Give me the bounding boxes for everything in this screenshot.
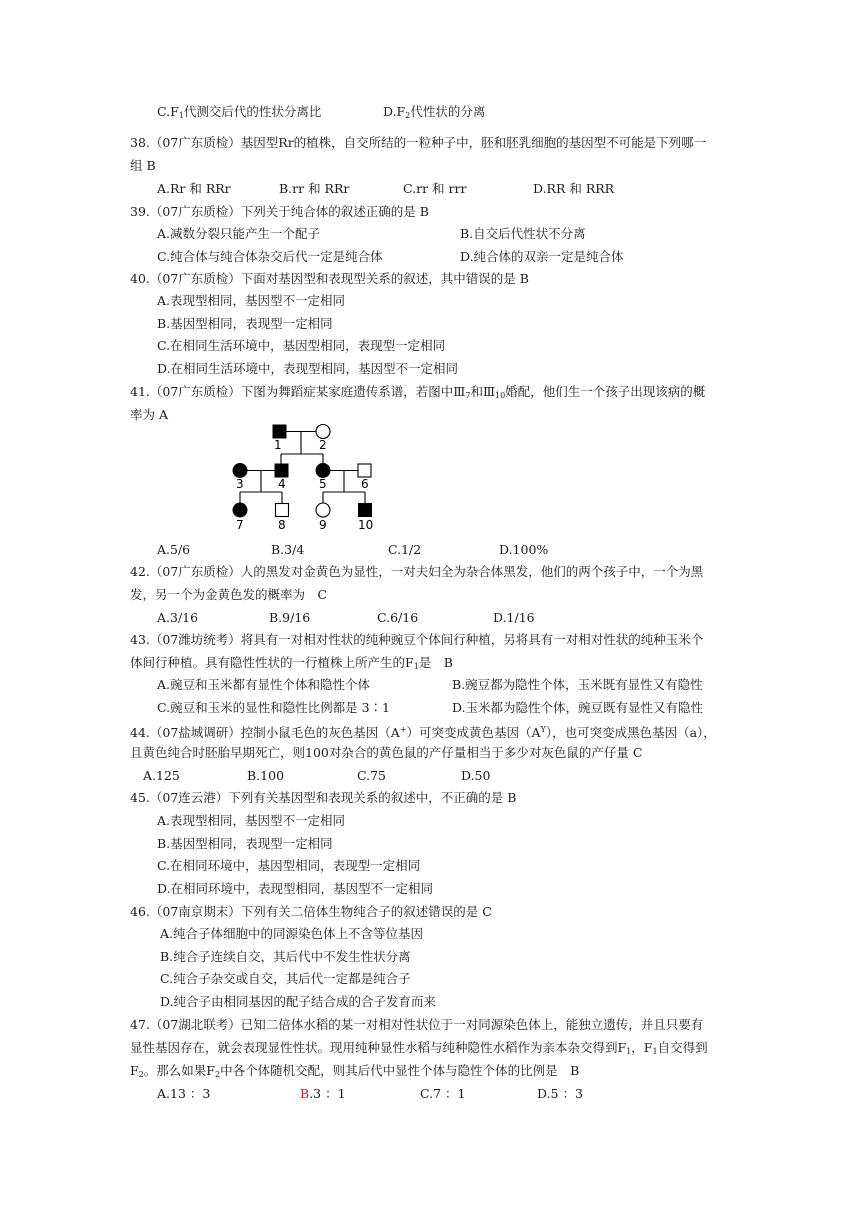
text-line-q46: 46.（07南京期末）下列有关二倍体生物纯合子的叙述错误的是 C	[130, 904, 492, 919]
answer-option-q41o2: B.3/4	[271, 542, 305, 557]
text-line-q47a: 47.（07湖北联考）已知二倍体水稻的某一对相对性状位于一对同源染色体上，能独立遗传，并且只要有	[130, 1017, 704, 1032]
pedigree-7-affected-female	[233, 503, 247, 517]
pedigree-8-male	[276, 504, 289, 517]
text-line-q38a: 38.（07广东质检）基因型Rr的植株，自交所结的一粒种子中，胚和胚乳细胞的基因型不可能是下列哪一	[130, 135, 707, 150]
answer-option-q41o3: C.1/2	[388, 542, 422, 557]
pedigree-10-affected-male	[359, 504, 372, 517]
pedigree-5-affected-female	[316, 464, 330, 478]
text-line-q38b: 组 B	[130, 158, 156, 173]
text-line-q46d: D.纯合子由相同基因的配子结合成的合子发育而来	[160, 994, 437, 1009]
answer-option-q42o4: D.1/16	[493, 610, 535, 625]
pedigree-label-5: 5	[319, 477, 327, 491]
answer-option-q38o3: C.rr 和 rrr	[403, 181, 467, 196]
pedigree-1-affected-male	[273, 425, 286, 438]
answer-option-q47o4: D.5 ：3	[537, 1086, 583, 1101]
pedigree-label-6: 6	[361, 477, 369, 491]
pedigree-label-10: 10	[358, 518, 374, 532]
text-line-l0b: $D.F_2$代性状的分离	[383, 104, 486, 120]
pedigree-label-1: 1	[274, 438, 282, 452]
answer-option-q44o2: B.100	[247, 768, 285, 783]
pedigree-4-affected-male	[275, 464, 288, 477]
answer-option-q43o3: C.豌豆和玉米的显性和隐性比例都是 3∶1	[157, 700, 390, 715]
answer-option-q39o3: C.纯合体与纯合体杂交后代一定是纯合体	[157, 249, 383, 264]
answer-option-q43o1: A.豌豆和玉米都有显性个体和隐性个体	[157, 677, 371, 692]
answer-option-q38o2: B.rr 和 RRr	[279, 181, 350, 196]
pedigree-label-8: 8	[278, 518, 286, 532]
text-line-q47b: 显性基因存在，就会表现显性性状。现用纯种显性水稻与纯种隐性水稻作为亲本杂交得到$F_1$，$F_1$自交得到	[130, 1040, 708, 1056]
text-line-q43a: 43.（07潍坊统考）将具有一对相对性状的纯种豌豆个体间行种植，另将具有一对相对性状的纯种玉米个	[130, 632, 704, 647]
text-line-q40a: A.表现型相同，基因型不一定相同	[157, 293, 346, 308]
pedigree-label-2: 2	[319, 438, 327, 452]
text-line-q47c: $F_2$。那么如果$F_2$中各个体随机交配，则其后代中显性个体与隐性个体的比例是 B	[130, 1063, 580, 1079]
pedigree-label-3: 3	[236, 477, 244, 491]
answer-option-q41o4: D.100%	[499, 542, 549, 557]
pedigree-2-female	[316, 425, 330, 439]
answer-option-q47o3: C.7 ：1	[420, 1086, 466, 1101]
text-line-q44a: 44.（07盐城调研）控制小鼠毛色的灰色基因（A+）可突变成黄色基因$(A^Y)$，也可突变成黑色基因（a），	[130, 725, 716, 741]
text-line-q45c: C.在相同环境中，基因型相同，表现型一定相同	[157, 858, 421, 873]
answer-option-q44o3: C.75	[357, 768, 386, 783]
answer-option-q41o1: A.5/6	[157, 542, 191, 557]
text-line-q46b: B.纯合子连续自交，其后代中不发生性状分离	[160, 949, 411, 964]
text-line-q40c: C.在相同生活环境中，基因型相同，表现型一定相同	[157, 338, 446, 353]
answer-option-q38o1: A.Rr 和 RRr	[157, 181, 231, 196]
pedigree-label-4: 4	[278, 477, 286, 491]
text-line-q42a: 42.（07广东质检）人的黑发对金黄色为显性，一对夫妇全为杂合体黑发，他们的两个孩子中，一个为黑	[130, 564, 704, 579]
answer-option-q39o4: D.纯合体的双亲一定是纯合体	[460, 249, 624, 264]
text-line-q46c: C.纯合子杂交或自交，其后代一定都是纯合子	[160, 971, 411, 986]
pedigree-label-9: 9	[319, 518, 327, 532]
text-line-q45d: D.在相同环境中，表现型相同，基因型不一定相同	[157, 881, 434, 896]
text-line-q45b: B.基因型相同，表现型一定相同	[157, 836, 333, 851]
text-line-q44b: 且黄色纯合时胚胎早期死亡，则100对杂合的黄色鼠的产仔量相当于多少对灰色鼠的产仔量 C	[130, 745, 643, 760]
text-line-l0: $C.F_1$代测交后代的性状分离比	[157, 104, 322, 120]
pedigree-6-male	[358, 464, 371, 477]
text-line-q45: 45.（07连云港）下列有关基因型和表现关系的叙述中，不正确的是 B	[130, 790, 517, 805]
text-line-q46a: A.纯合子体细胞中的同源染色体上不含等位基因	[160, 926, 424, 941]
text-line-q39: 39.（07广东质检）下列关于纯合体的叙述正确的是 B	[130, 204, 429, 219]
answer-option-q43o4: D.玉米都为隐性个体，豌豆既有显性又有隐性	[452, 700, 704, 715]
answer-option-q39o2: B.自交后代性状不分离	[460, 226, 586, 241]
answer-option-q47o1: A.13 ：3	[157, 1086, 211, 1101]
text-line-q41a: 41.（07广东质检）下图为舞蹈症某家庭遗传系谱，若图中$Ⅲ_7$和$Ⅲ_{10}$婚配，他们生一个孩子出现该病的概	[130, 384, 706, 400]
text-line-q42b: 发，另一个为金黄色发的概率为 C	[130, 587, 328, 602]
text-line-q40d: D.在相同生活环境中，表现型相同，基因型不一定相同	[157, 361, 459, 376]
answer-option-q43o2: B.豌豆都为隐性个体，玉米既有显性又有隐性	[452, 677, 703, 692]
text-line-q45a: A.表现型相同，基因型不一定相同	[157, 813, 346, 828]
pedigree-chart	[220, 420, 390, 535]
answer-option-q42o1: A.3/16	[157, 610, 199, 625]
pedigree-label-7: 7	[236, 518, 244, 532]
answer-option-q47o2: B.3 ：1	[300, 1086, 346, 1101]
answer-option-q42o3: C.6/16	[377, 610, 419, 625]
text-line-q40: 40.（07广东质检）下面对基因型和表现型关系的叙述，其中错误的是 B	[130, 271, 529, 286]
text-line-q43b: 体间行种植。具有隐性性状的一行植株上所产生的$F_1$是 B	[130, 655, 453, 671]
pedigree-9-female	[316, 503, 330, 517]
text-line-q40b: B.基因型相同，表现型一定相同	[157, 316, 333, 331]
answer-option-q42o2: B.9/16	[269, 610, 311, 625]
pedigree-3-affected-female	[233, 464, 247, 478]
answer-option-q44o1: A.125	[143, 768, 180, 783]
text-line-q41b: 率为 A	[130, 407, 169, 422]
answer-option-q39o1: A.减数分裂只能产生一个配子	[157, 226, 321, 241]
answer-option-q38o4: D.RR 和 RRR	[533, 181, 615, 196]
answer-option-q44o4: D.50	[461, 768, 491, 783]
